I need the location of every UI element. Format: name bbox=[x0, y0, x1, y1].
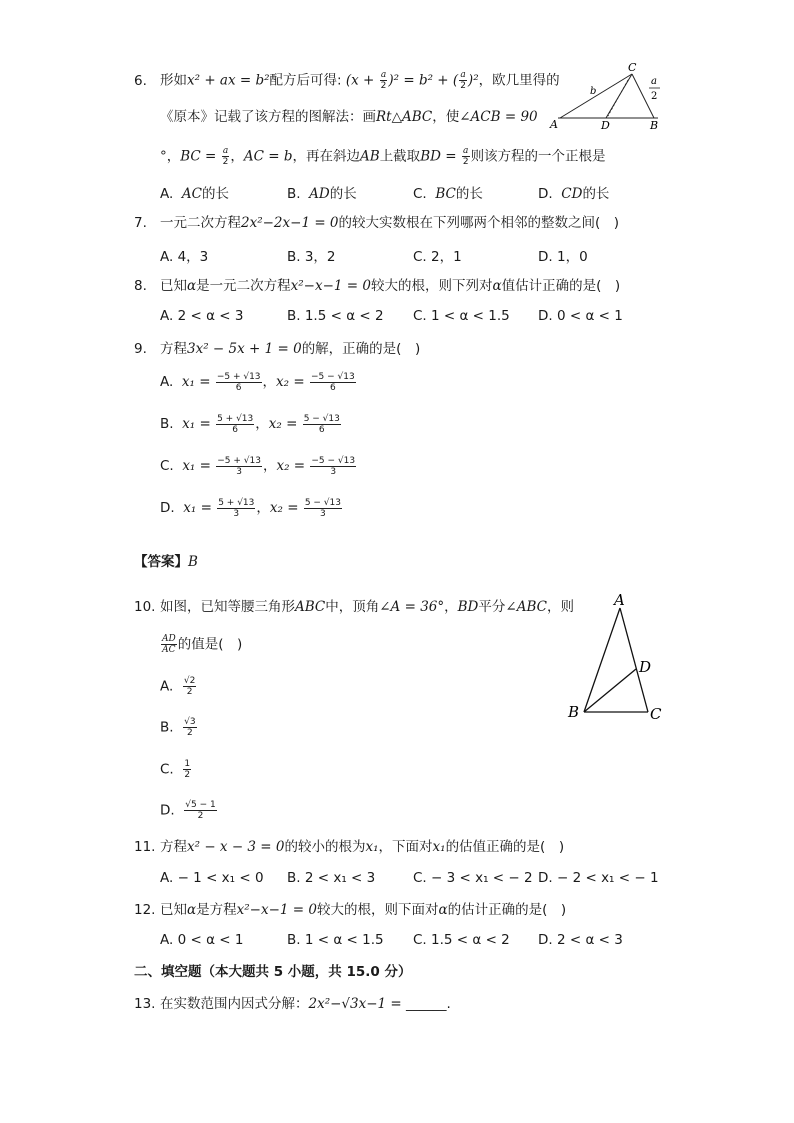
q12-number: 12. bbox=[134, 902, 156, 918]
q7-option-b[interactable]: B. 3，2 bbox=[287, 249, 336, 265]
q10-option-b[interactable]: B. $\frac{√3}{2}$ bbox=[160, 717, 196, 738]
q6-option-b[interactable]: B. AD的长 bbox=[287, 186, 357, 202]
answer-label: 【答案】 bbox=[134, 554, 188, 570]
q11-option-c[interactable]: C. − 3 < x₁ < − 2 bbox=[413, 870, 533, 886]
q12-option-c[interactable]: C. 1.5 < α < 2 bbox=[413, 932, 510, 948]
label-c: C bbox=[628, 61, 637, 74]
q7-stem: 一元二次方程2x²−2x−1 = 0的较大实数根在下列哪两个相邻的整数之间( ) bbox=[160, 215, 620, 231]
q9-number: 9. bbox=[134, 341, 147, 357]
fraction: $\frac{a}{2}$ bbox=[380, 70, 387, 91]
answer-value: B bbox=[188, 554, 198, 570]
section-2-heading: 二、填空题（本大题共 5 小题，共 15.0 分） bbox=[134, 964, 412, 980]
q9-option-c[interactable]: C. x₁ = $\frac{-5 + √13}{3}$ ，x₂ = $\frac{-5 - √13}{3}$ bbox=[160, 455, 356, 477]
q7-option-a[interactable]: A. 4，3 bbox=[160, 249, 209, 265]
q13-stem: 在实数范围内因式分解：2x²−√3x−1 = ______. bbox=[160, 996, 451, 1012]
q6-line-3: °，BC = $\frac{a}{2}$ ，AC = b，再在斜边AB上截取BD = $\frac{a}{2}$ 则该方程的一个正根是 bbox=[160, 146, 606, 167]
q13-number: 13. bbox=[134, 996, 156, 1012]
label-b-side: b bbox=[590, 86, 597, 97]
q12-option-a[interactable]: A. 0 < α < 1 bbox=[160, 932, 244, 948]
q7-option-c[interactable]: C. 2，1 bbox=[413, 249, 462, 265]
q9-stem: 方程3x² − 5x + 1 = 0的解，正确的是( ) bbox=[160, 341, 421, 357]
fraction: $\frac{a}{2}$ bbox=[462, 146, 469, 167]
q10-stem-line-1: 如图，已知等腰三角形ABC中，顶角∠A = 36°，BD平分∠ABC，则 bbox=[160, 599, 574, 615]
label-d: D bbox=[639, 658, 652, 676]
answer-line bbox=[134, 553, 198, 571]
q6-option-c[interactable]: C. BC的长 bbox=[413, 186, 483, 202]
q10-number: 10. bbox=[134, 599, 156, 615]
q11-stem: 方程x² − x − 3 = 0的较小的根为x₁，下面对x₁的估值正确的是( ) bbox=[160, 839, 565, 855]
q6-line-2: 《原本》记载了该方程的图解法：画Rt△ABC，使∠ACB = 90 bbox=[160, 109, 538, 125]
q8-option-a[interactable]: A. 2 < α < 3 bbox=[160, 308, 244, 324]
q8-number: 8. bbox=[134, 278, 147, 294]
q7-option-d[interactable]: D. 1，0 bbox=[538, 249, 588, 265]
q10-figure-isosceles-triangle bbox=[562, 590, 672, 725]
label-c: C bbox=[650, 705, 662, 723]
q6-option-d[interactable]: D. CD的长 bbox=[538, 186, 610, 202]
q8-option-c[interactable]: C. 1 < α < 1.5 bbox=[413, 308, 510, 324]
label-half-bottom: 2 bbox=[651, 91, 658, 102]
label-b: B bbox=[650, 119, 659, 132]
q12-option-b[interactable]: B. 1 < α < 1.5 bbox=[287, 932, 384, 948]
label-a: A bbox=[614, 591, 625, 609]
q10-stem-line-2: $\frac{AD}{AC}$ 的值是( ) bbox=[162, 634, 243, 655]
label-d: D bbox=[601, 119, 610, 132]
q11-option-a[interactable]: A. − 1 < x₁ < 0 bbox=[160, 870, 264, 886]
label-half-top: a bbox=[651, 76, 657, 87]
q6-option-a[interactable]: A. AC的长 bbox=[160, 186, 229, 202]
q6-figure-right-triangle bbox=[548, 58, 668, 134]
q12-option-d[interactable]: D. 2 < α < 3 bbox=[538, 932, 623, 948]
q9-option-b[interactable]: B. x₁ = $\frac{5 + √13}{6}$ ，x₂ = $\frac{5 - √13}{6}$ bbox=[160, 413, 340, 435]
q10-option-c[interactable]: C. $\frac{1}{2}$ bbox=[160, 759, 191, 780]
q9-option-d[interactable]: D. x₁ = $\frac{5 + √13}{3}$ ，x₂ = $\frac{5 - √13}{3}$ bbox=[160, 497, 341, 519]
q10-option-d[interactable]: D. $\frac{√5 - 1}{2}$ bbox=[160, 800, 216, 821]
q12-stem: 已知α是方程x²−x−1 = 0较大的根，则下面对α的估计正确的是( ) bbox=[160, 902, 567, 918]
fraction: $\frac{a}{2}$ bbox=[460, 70, 466, 91]
q6-number: 6. bbox=[134, 73, 147, 89]
fraction: $\frac{a}{2}$ bbox=[222, 146, 229, 167]
label-b: B bbox=[568, 703, 580, 721]
label-a: A bbox=[550, 118, 558, 131]
q6-line-1: 形如x² + ax = b²配方后可得: (x + $\frac{a}{2}$ )² = b² + ( $\frac{a}{2}$ )²，欧几里得的 bbox=[160, 70, 560, 91]
q11-option-d[interactable]: D. − 2 < x₁ < − 1 bbox=[538, 870, 659, 886]
q11-option-b[interactable]: B. 2 < x₁ < 3 bbox=[287, 870, 376, 886]
q8-stem: 已知α是一元二次方程x²−x−1 = 0较大的根，则下列对α值估计正确的是( ) bbox=[160, 278, 621, 294]
q10-option-a[interactable]: A. $\frac{√2}{2}$ bbox=[160, 676, 196, 697]
q8-option-d[interactable]: D. 0 < α < 1 bbox=[538, 308, 623, 324]
q7-number: 7. bbox=[134, 215, 147, 231]
q9-option-a[interactable]: A. x₁ = $\frac{-5 + √13}{6}$ ，x₂ = $\frac{-5 - √13}{6}$ bbox=[160, 371, 355, 393]
dashed-line bbox=[608, 80, 628, 116]
q8-option-b[interactable]: B. 1.5 < α < 2 bbox=[287, 308, 384, 324]
answer-blank[interactable]: ______ bbox=[406, 996, 447, 1012]
q11-number: 11. bbox=[134, 839, 156, 855]
